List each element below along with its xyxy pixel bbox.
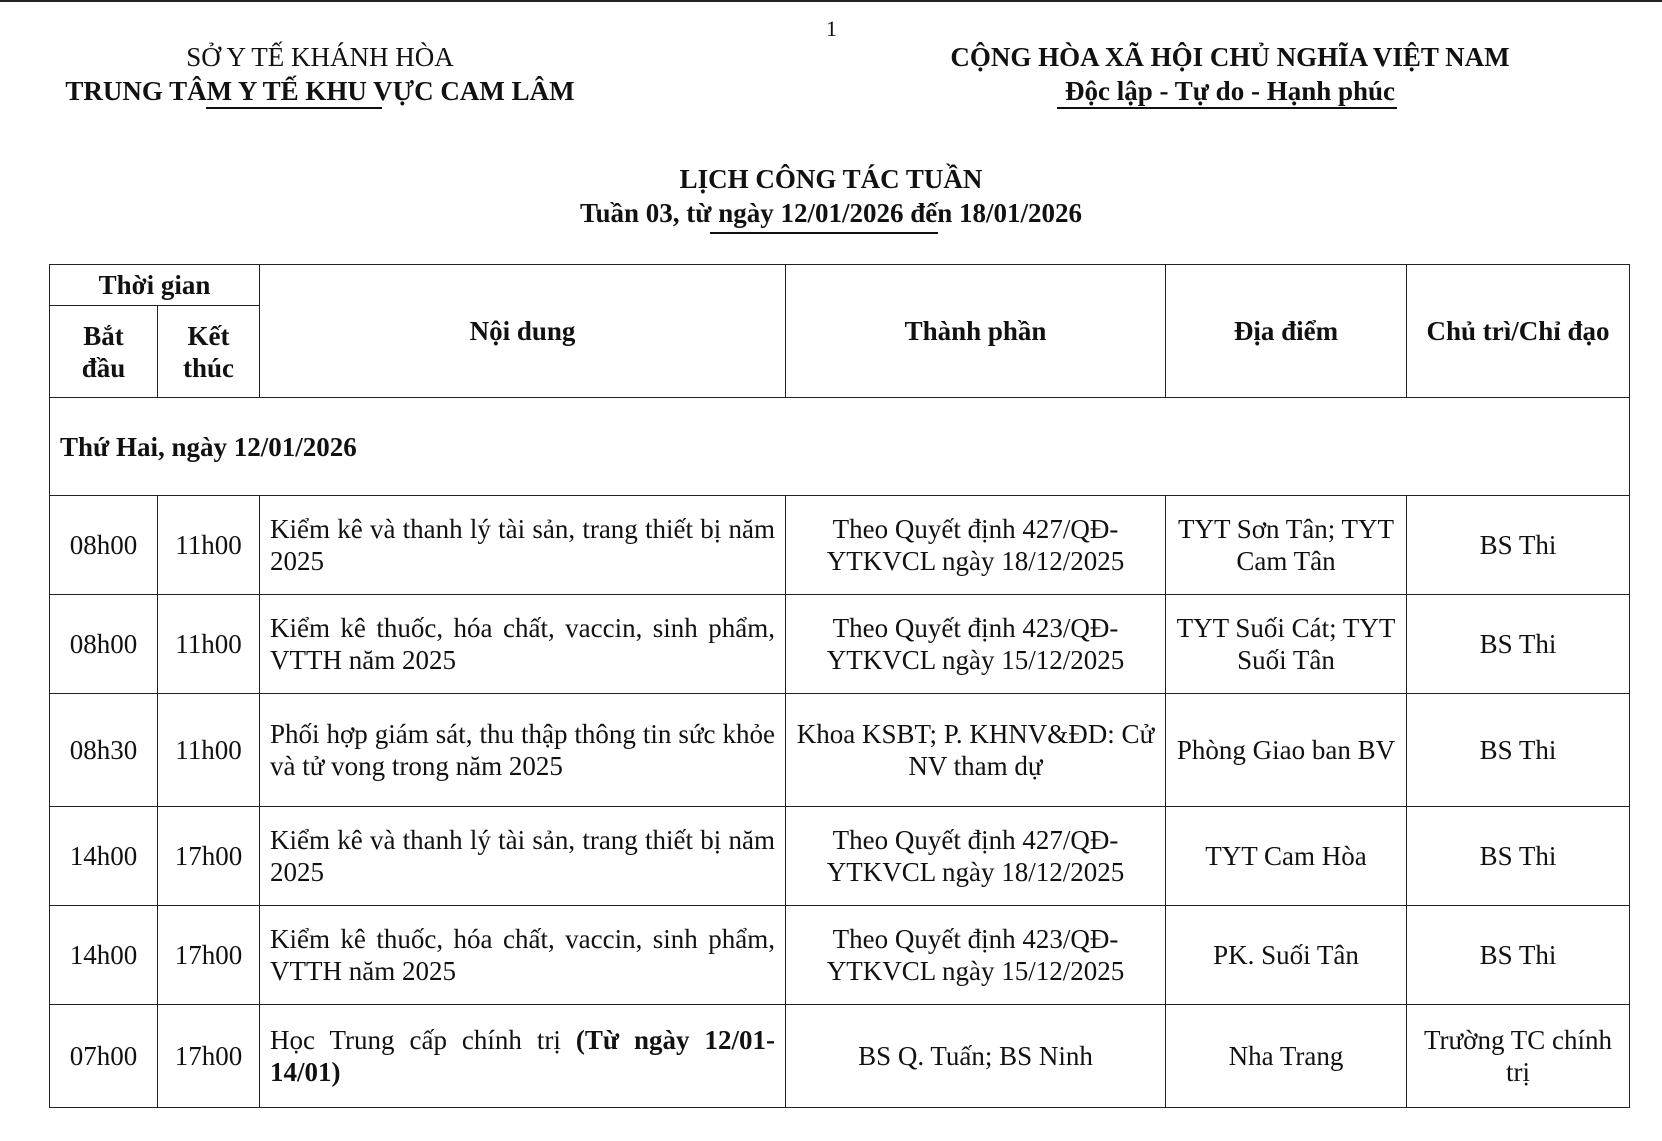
location-cell: Nha Trang xyxy=(1166,1005,1407,1108)
content-cell: Kiểm kê thuốc, hóa chất, vaccin, sinh phẩm, VTTH năm 2025 xyxy=(260,595,786,694)
chair-cell: BS Thi xyxy=(1407,807,1630,906)
header-row-1 xyxy=(50,265,1630,306)
participants-cell: Theo Quyết định 423/QĐ-YTKVCL ngày 15/12/2025 xyxy=(786,906,1166,1005)
table-row xyxy=(50,1005,1630,1108)
header-right xyxy=(930,40,1530,108)
start-time: 07h00 xyxy=(50,1005,158,1108)
start-time: 08h30 xyxy=(50,694,158,807)
table-row xyxy=(50,595,1630,694)
chair-cell: BS Thi xyxy=(1407,694,1630,807)
chair-cell: BS Thi xyxy=(1407,906,1630,1005)
start-header: Bắt đầu xyxy=(50,306,158,398)
end-time: 17h00 xyxy=(158,1005,260,1108)
end-time: 11h00 xyxy=(158,496,260,595)
page-number: 1 xyxy=(826,16,837,41)
end-time: 11h00 xyxy=(158,694,260,807)
table-row xyxy=(50,807,1630,906)
participants-cell: Theo Quyết định 427/QĐ-YTKVCL ngày 18/12/2025 xyxy=(786,807,1166,906)
location-header: Địa điểm xyxy=(1166,265,1407,398)
content-cell: Kiểm kê thuốc, hóa chất, vaccin, sinh phẩm, VTTH năm 2025 xyxy=(260,906,786,1005)
document-title: LỊCH CÔNG TÁC TUẦN xyxy=(679,164,983,194)
start-time: 08h00 xyxy=(50,595,158,694)
time-header: Thời gian xyxy=(50,265,260,306)
chair-cell: Trường TC chính trị xyxy=(1407,1005,1630,1108)
participants-cell: BS Q. Tuấn; BS Ninh xyxy=(786,1005,1166,1108)
table-row xyxy=(50,496,1630,595)
end-time: 17h00 xyxy=(158,807,260,906)
start-time: 08h00 xyxy=(50,496,158,595)
table-row xyxy=(50,906,1630,1005)
top-border-line xyxy=(0,0,1662,2)
participants-cell: Theo Quyết định 427/QĐ-YTKVCL ngày 18/12/2025 xyxy=(786,496,1166,595)
table-row xyxy=(50,694,1630,807)
start-time: 14h00 xyxy=(50,807,158,906)
department-name: SỞ Y TẾ KHÁNH HÒA xyxy=(186,42,454,72)
location-cell: TYT Cam Hòa xyxy=(1166,807,1407,906)
participants-header: Thành phần xyxy=(786,265,1166,398)
subtitle-underline xyxy=(710,232,938,234)
start-time: 14h00 xyxy=(50,906,158,1005)
center-name: TRUNG TÂM Y TẾ KHU VỰC CAM LÂM xyxy=(65,76,575,106)
header-right-underline xyxy=(1057,107,1397,109)
location-cell: TYT Sơn Tân; TYT Cam Tân xyxy=(1166,496,1407,595)
day-row xyxy=(50,398,1630,496)
schedule-table xyxy=(49,264,1630,1108)
participants-cell: Theo Quyết định 423/QĐ-YTKVCL ngày 15/12/2025 xyxy=(786,595,1166,694)
location-cell: Phòng Giao ban BV xyxy=(1166,694,1407,807)
header-left xyxy=(40,40,600,108)
country-name: CỘNG HÒA XÃ HỘI CHỦ NGHĨA VIỆT NAM xyxy=(950,42,1510,72)
end-time: 11h00 xyxy=(158,595,260,694)
end-time: 17h00 xyxy=(158,906,260,1005)
header-left-underline xyxy=(206,107,382,109)
location-cell: TYT Suối Cát; TYT Suối Tân xyxy=(1166,595,1407,694)
content-header: Nội dung xyxy=(260,265,786,398)
day-label: Thứ Hai, ngày 12/01/2026 xyxy=(50,398,1630,496)
chair-header: Chủ trì/Chỉ đạo xyxy=(1407,265,1630,398)
content-cell: Kiểm kê và thanh lý tài sản, trang thiết bị năm 2025 xyxy=(260,496,786,595)
end-header: Kết thúc xyxy=(158,306,260,398)
content-cell: Kiểm kê và thanh lý tài sản, trang thiết bị năm 2025 xyxy=(260,807,786,906)
motto: Độc lập - Tự do - Hạnh phúc xyxy=(1064,76,1396,106)
document-subtitle: Tuần 03, từ ngày 12/01/2026 đến 18/01/2026 xyxy=(579,198,1083,228)
content-date-range: (Từ ngày 12/01-14/01) xyxy=(270,1025,776,1087)
content-text: Học Trung cấp chính trị xyxy=(270,1025,561,1055)
content-cell xyxy=(260,1005,786,1108)
participants-cell: Khoa KSBT; P. KHNV&ĐD: Cử NV tham dự xyxy=(786,694,1166,807)
location-cell: PK. Suối Tân xyxy=(1166,906,1407,1005)
chair-cell: BS Thi xyxy=(1407,496,1630,595)
chair-cell: BS Thi xyxy=(1407,595,1630,694)
content-cell: Phối hợp giám sát, thu thập thông tin sức khỏe và tử vong trong năm 2025 xyxy=(260,694,786,807)
